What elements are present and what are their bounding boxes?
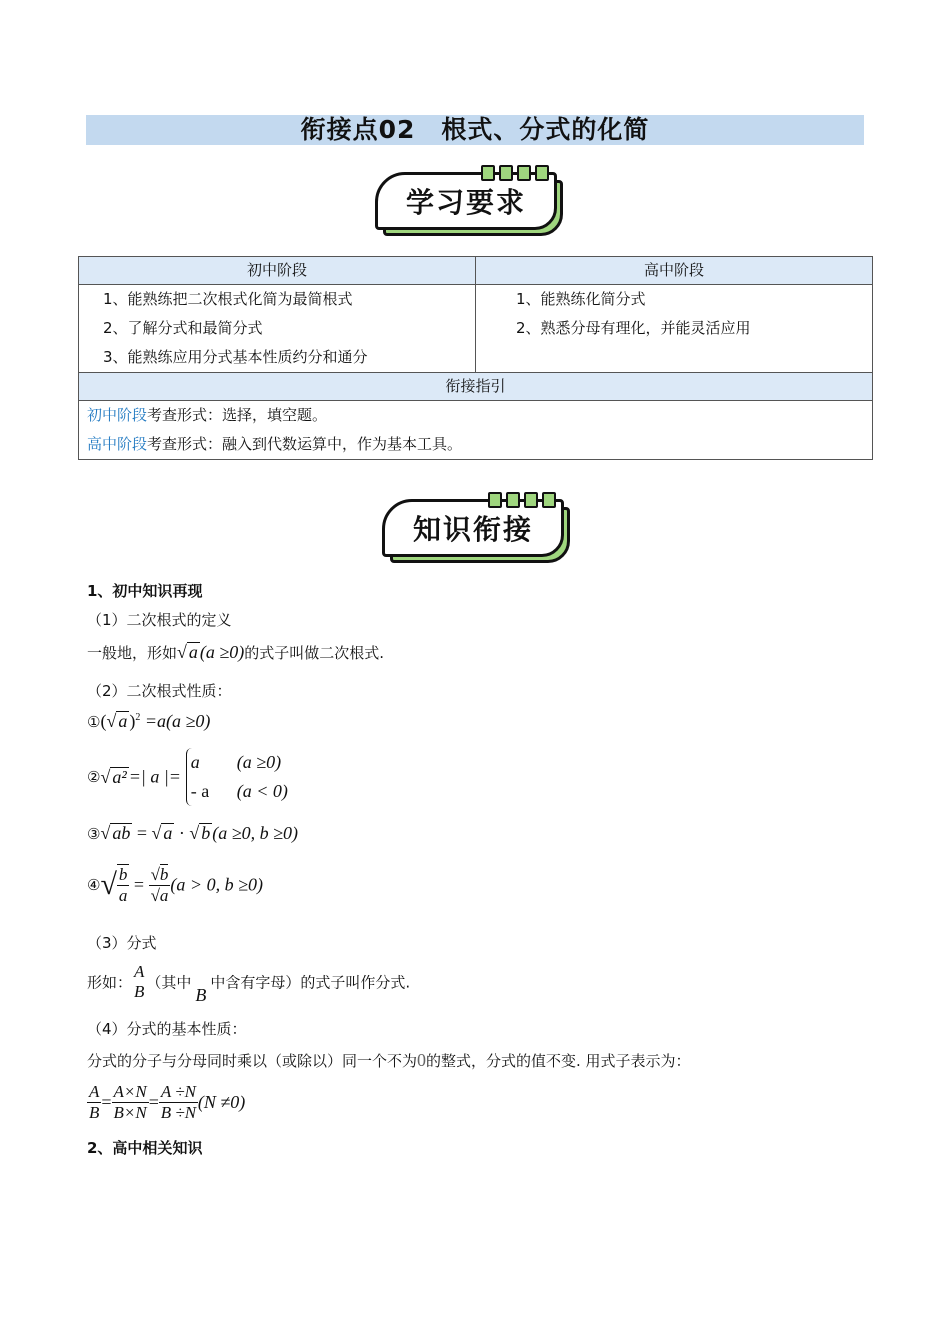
guide-row (87, 430, 864, 459)
subheading: （3）分式 (87, 934, 157, 952)
notebook-rings-icon (488, 492, 556, 508)
property-2: ②√ a² =| a |= a (a ≥0) - a (a < 0) (87, 748, 288, 806)
guide-text: 考查形式：选择，填空题。 (147, 406, 328, 424)
badge-label: 知识衔接 (382, 499, 564, 557)
section-heading: 2、高中相关知识 (87, 1139, 203, 1157)
badge-label: 学习要求 (375, 172, 557, 230)
property-text: 分式的分子与分母同时乘以（或除以）同一个不为0的整式，分式的值不变. 用式子表示为： (87, 1050, 691, 1070)
guide-row (87, 401, 864, 430)
requirements-table (78, 256, 873, 460)
property-1: ①(√ a )$^2$ =a(a ≥0) (87, 711, 211, 731)
junior-item: 3、能熟练应用分式基本性质约分和通分 (103, 348, 368, 366)
notebook-rings-icon (481, 165, 549, 181)
guide-text: 考查形式：融入到代数运算中，作为基本工具。 (147, 435, 463, 453)
fraction-definition: 形如： A B （其中B中含有字母）的式子叫作分式. (87, 962, 411, 1005)
fraction-property-formula: $\frac{A}{B}$ = $\frac{A\times N}{B\times N}$ = $\frac{A \div N}{B \div N}$ (N ≠0) (89, 1082, 246, 1122)
property-4: ④√ $\frac{b}{a}$ = $\frac{√b}{√a}$ (a > 0, b ≥0) (87, 864, 263, 905)
guide-label: 高中阶段 (87, 435, 148, 453)
definition-line: 一般地，形如√ a (a ≥0)的式子叫做二次根式. (87, 642, 385, 662)
section-badge-requirements (375, 172, 563, 236)
col-header-junior: 初中阶段 (79, 257, 476, 285)
guide-label: 初中阶段 (87, 406, 148, 424)
junior-item: 1、能熟练把二次根式化简为最简根式 (103, 290, 353, 308)
subheading: （1）二次根式的定义 (87, 611, 232, 629)
subheading: （4）分式的基本性质： (87, 1020, 247, 1038)
page-title: 衔接点02 根式、分式的化简 (86, 115, 864, 145)
senior-item: 1、能熟练化简分式 (516, 290, 646, 308)
junior-item: 2、了解分式和最简分式 (103, 319, 263, 337)
subheading: （2）二次根式性质： (87, 682, 232, 700)
section-heading: 1、初中知识再现 (87, 582, 203, 600)
property-3: ③√ ab = √ a · √ b (a ≥0, b ≥0) (87, 823, 299, 843)
guide-header: 衔接指引 (79, 373, 873, 401)
col-header-senior: 高中阶段 (476, 257, 873, 285)
senior-item: 2、熟悉分母有理化，并能灵活应用 (516, 319, 751, 337)
section-badge-knowledge (382, 499, 570, 563)
